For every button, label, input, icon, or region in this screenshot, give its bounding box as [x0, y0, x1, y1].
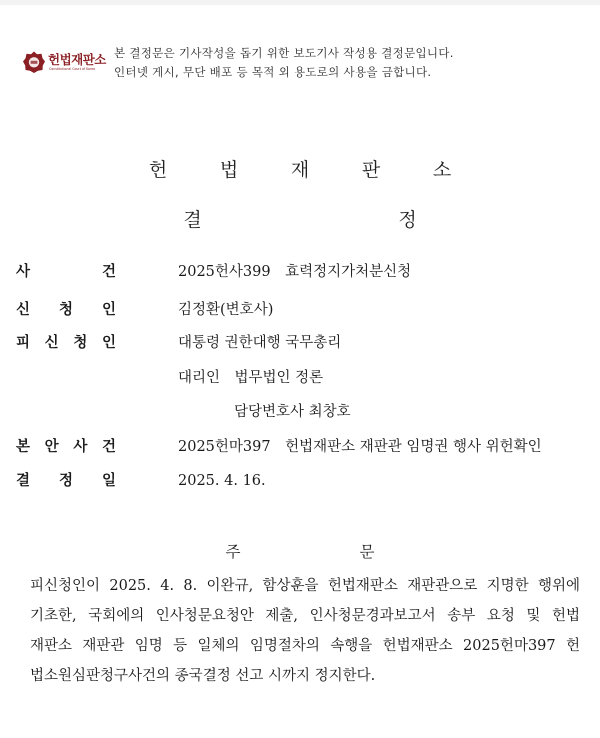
- notice-header: [22, 44, 582, 84]
- notice-text: [114, 44, 454, 82]
- info-row-main-case: [0, 436, 600, 460]
- title-char: 재: [290, 159, 310, 181]
- info-value-main-case: 2025헌마397 헌법재판소 재판관 임명권 행사 위헌확인: [178, 439, 542, 455]
- info-label: 피 신 청 인: [16, 335, 116, 351]
- info-row-decision-date: [0, 470, 600, 494]
- order-heading: [0, 540, 600, 562]
- info-label: 사 건: [16, 264, 116, 280]
- title-char: 판: [361, 159, 381, 181]
- info-row-applicant: [0, 299, 600, 323]
- info-row-agent: [0, 367, 600, 391]
- order-line: 법소원심판청구사건의 종국결정 선고 시까지 정지한다.: [30, 668, 376, 684]
- info-label: 본 안 사 건: [16, 439, 116, 455]
- title-char: 결: [183, 209, 202, 231]
- notice-line: 인터넷 게시, 무단 배포 등 목적 외 용도로의 사용을 금합니다.: [114, 65, 432, 79]
- title-char: 소: [432, 159, 452, 181]
- order-body: [30, 571, 580, 691]
- court-emblem-icon: [22, 50, 46, 74]
- info-row-respondent: [0, 332, 600, 356]
- info-label: 결 정 일: [16, 473, 116, 489]
- title-char: 정: [398, 209, 417, 231]
- top-strip: [0, 0, 600, 5]
- court-logo: [22, 48, 112, 78]
- info-row-attorney: [0, 401, 600, 425]
- notice-line: 본 결정문은 기사작성을 돕기 위한 보도기사 작성용 결정문입니다.: [114, 46, 454, 60]
- order-line: 기초한, 국회에의 인사청문요청안 제출, 인사청문경과보고서 송부 요청 및 헌법: [30, 608, 580, 624]
- info-value-applicant: 김정환(변호사): [178, 302, 274, 318]
- logo-subtext: Constitutional Court of Korea: [49, 67, 96, 71]
- order-line: 재판소 재판관 임명 등 일체의 임명절차의 속행을 헌법재판소 2025헌마397 헌: [30, 638, 580, 654]
- info-row-case: [0, 261, 600, 285]
- info-value-case: 2025헌사399 효력정지가처분신청: [178, 264, 412, 280]
- heading-char: 문: [359, 543, 375, 561]
- logo-name: 헌법재판소: [48, 52, 106, 67]
- heading-char: 주: [225, 543, 241, 561]
- info-value-respondent: 대통령 권한대행 국무총리: [178, 335, 342, 351]
- order-line: 피신청인이 2025. 4. 8. 이완규, 함상훈을 헌법재판소 재판관으로 지명한 행위에: [30, 578, 580, 594]
- info-label: 신 청 인: [16, 302, 116, 318]
- court-title: [0, 155, 600, 182]
- title-char: 헌: [148, 159, 168, 181]
- title-char: 법: [219, 159, 239, 181]
- info-value-decision-date: 2025. 4. 16.: [178, 473, 266, 489]
- info-value-attorney: 담당변호사 최창호: [234, 404, 351, 420]
- decision-title: [0, 205, 600, 232]
- info-value-agent: 대리인 법무법인 정론: [178, 370, 324, 386]
